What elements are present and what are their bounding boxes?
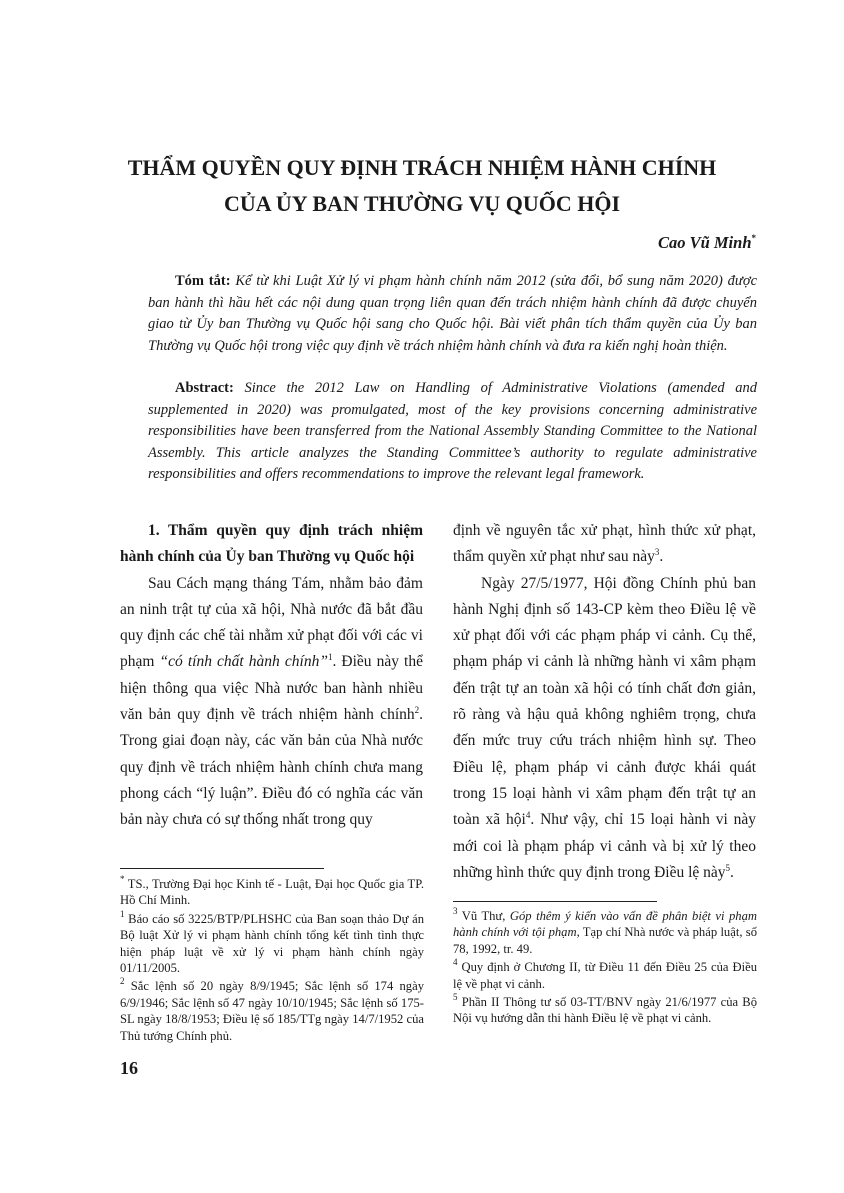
body-text: . Điều này thể hiện thông qua việc Nhà nước ban hành nhiều văn bản quy định về trách nhiệm hành chính [120,653,423,724]
author-footnote-mark: * [751,233,756,243]
footnote-divider-right [453,901,657,902]
article-title [120,150,724,222]
body-paragraph [453,571,756,887]
footnote-ref-2: 2 [414,705,420,716]
body-column-right [453,518,756,886]
footnote-3 [453,908,757,957]
body-paragraph [120,571,423,834]
footnote-4 [453,959,757,992]
footnote-1-mark: 1 [120,908,125,919]
footnote-text: Sắc lệnh số 20 ngày 8/9/1945; Sắc lệnh số 174 ngày 6/9/1946; Sắc lệnh số 47 ngày 10/10/1945; Sắc lệnh số 175-SL ngày 18/8/1953; Điều lệ số 185/TTg ngày 14/7/1952 của Thủ tướng Chính phủ. [120,979,424,1043]
body-text: . Như vậy, chỉ 15 loại hành vi này mới coi là phạm pháp vi cảnh và bị xử lý theo những hình thức quy định trong Điều lệ này [453,811,756,881]
footnote-text: , Tạp chí Nhà nước và pháp luật, số 78, 1992, tr. 49. [453,925,757,956]
author-byline [658,233,756,253]
body-text: . [659,548,664,566]
footnote-ref-5: 5 [725,862,731,873]
footnote-5-mark: 5 [453,992,458,1003]
footnote-5 [453,994,757,1027]
summary-english [148,378,757,486]
footnote-divider-left [120,868,324,869]
summary-vietnamese-label: Tóm tắt: [175,273,231,289]
footnote-3-mark: 3 [453,906,458,916]
summary-vietnamese [148,271,757,357]
body-paragraph [453,518,756,571]
footnote-text: TS., Trường Đại học Kinh tế - Luật, Đại học Quốc gia TP. Hồ Chí Minh. [120,877,425,908]
summary-english-label: Abstract: [175,380,234,396]
body-text: định về nguyên tắc xử phạt, hình thức xử phạt, thẩm quyền xử phạt như sau này [453,522,756,566]
quoted-term: “có tính chất hành chính” [159,653,328,671]
footnote-ref-3: 3 [654,547,660,558]
footnote-ref-4: 4 [525,810,531,821]
body-text: . Trong giai đoạn này, các văn bản của Nhà nước quy định về trách nhiệm hành chính chưa mang phong cách “lý luận”. Điều đó có nghĩa các văn bản này chưa có sự thống nhất trong quy [120,706,423,829]
body-text: . [730,863,734,881]
page-number: 16 [120,1058,138,1078]
section-heading: 1. Thẩm quyền quy định trách nhiệm hành chính của Ủy ban Thường vụ Quốc hội [120,522,423,566]
footnote-1 [120,908,424,977]
footnote-text: Quy định ở Chương II, từ Điều 11 đến Điều 25 của Điều lệ về phạt vi cảnh. [453,960,757,991]
cited-article-title: Góp thêm ý kiến vào vấn đề phân biệt vi phạm hành chính với tội phạm [453,909,757,940]
footnote-star [120,876,424,909]
author-name: Cao Vũ Minh [657,233,752,252]
footnotes-left [120,876,424,1044]
body-text: Sau Cách mạng tháng Tám, nhằm bảo đảm an ninh trật tự của xã hội, Nhà nước đã bắt đầu quy định các chế tài nhằm xử phạt đối với các vi phạm [120,574,423,671]
footnote-text: Báo cáo số 3225/BTP/PLHSHC của Ban soạn thảo Dự án Bộ luật Xử lý vi phạm hành chính tổng kết tình tình thực hiện pháp luật về xử lý vi phạm hành chính ngày 01/11/2005. [120,911,424,976]
article-title-line-1: THẨM QUYỀN QUY ĐỊNH TRÁCH NHIỆM HÀNH CHÍNH [127,155,717,180]
footnote-text: Vũ Thư, [461,909,510,923]
summary-english-text: Since the 2012 Law on Handling of Administrative Violations (amended and supplemented in 2020) was promulgated, most of the key provisions concerning administrative responsibilities have been transferred from the National Assembly Standing Committee to the National Assembly. This article analyzes the Standing Committee’s authority to regulate administrative responsibilities and offers recommendations to improve the relevant legal framework. [148,380,758,482]
body-column-left [120,518,423,834]
footnotes-right [453,908,757,1027]
footnote-text: Phần II Thông tư số 03-TT/BNV ngày 21/6/1977 của Bộ Nội vụ hướng dẫn thi hành Điều lệ về phạt vi cảnh. [453,995,757,1026]
article-title-line-2: CỦA ỦY BAN THƯỜNG VỤ QUỐC HỘI [223,191,621,216]
footnote-ref-1: 1 [327,652,333,663]
footnote-2 [120,978,424,1044]
summary-vietnamese-text: Kể từ khi Luật Xử lý vi phạm hành chính năm 2012 (sửa đổi, bổ sung năm 2020) được ban hành thì hầu hết các nội dung quan trọng liên quan đến trách nhiệm hành chính đã được chuyển giao từ Ủy ban Thường vụ Quốc hội sang cho Quốc hội. Bài viết phân tích thẩm quyền của Ủy ban Thường vụ Quốc hội trong việc quy định về trách nhiệm hành chính và đưa ra kiến nghị hoàn thiện. [148,273,758,354]
footnote-4-mark: 4 [453,957,458,968]
body-text: Ngày 27/5/1977, Hội đồng Chính phủ ban hành Nghị định số 143-CP kèm theo Điều lệ về xử phạt đối với các phạm pháp vi cảnh. Cụ thể, phạm pháp vi cảnh là những hành vi xâm phạm đến trật tự an toàn xã hội có tính chất đơn giản, rõ ràng và hậu quả không nghiêm trọng, chưa đến mức truy cứu trách nhiệm hình sự. Theo Điều lệ, phạm pháp vi cảnh được khái quát trong 15 loại hành vi xâm phạm đến trật tự an toàn xã hội [453,574,756,829]
footnote-2-mark: 2 [120,976,125,987]
footnote-star-mark: * [120,874,125,884]
